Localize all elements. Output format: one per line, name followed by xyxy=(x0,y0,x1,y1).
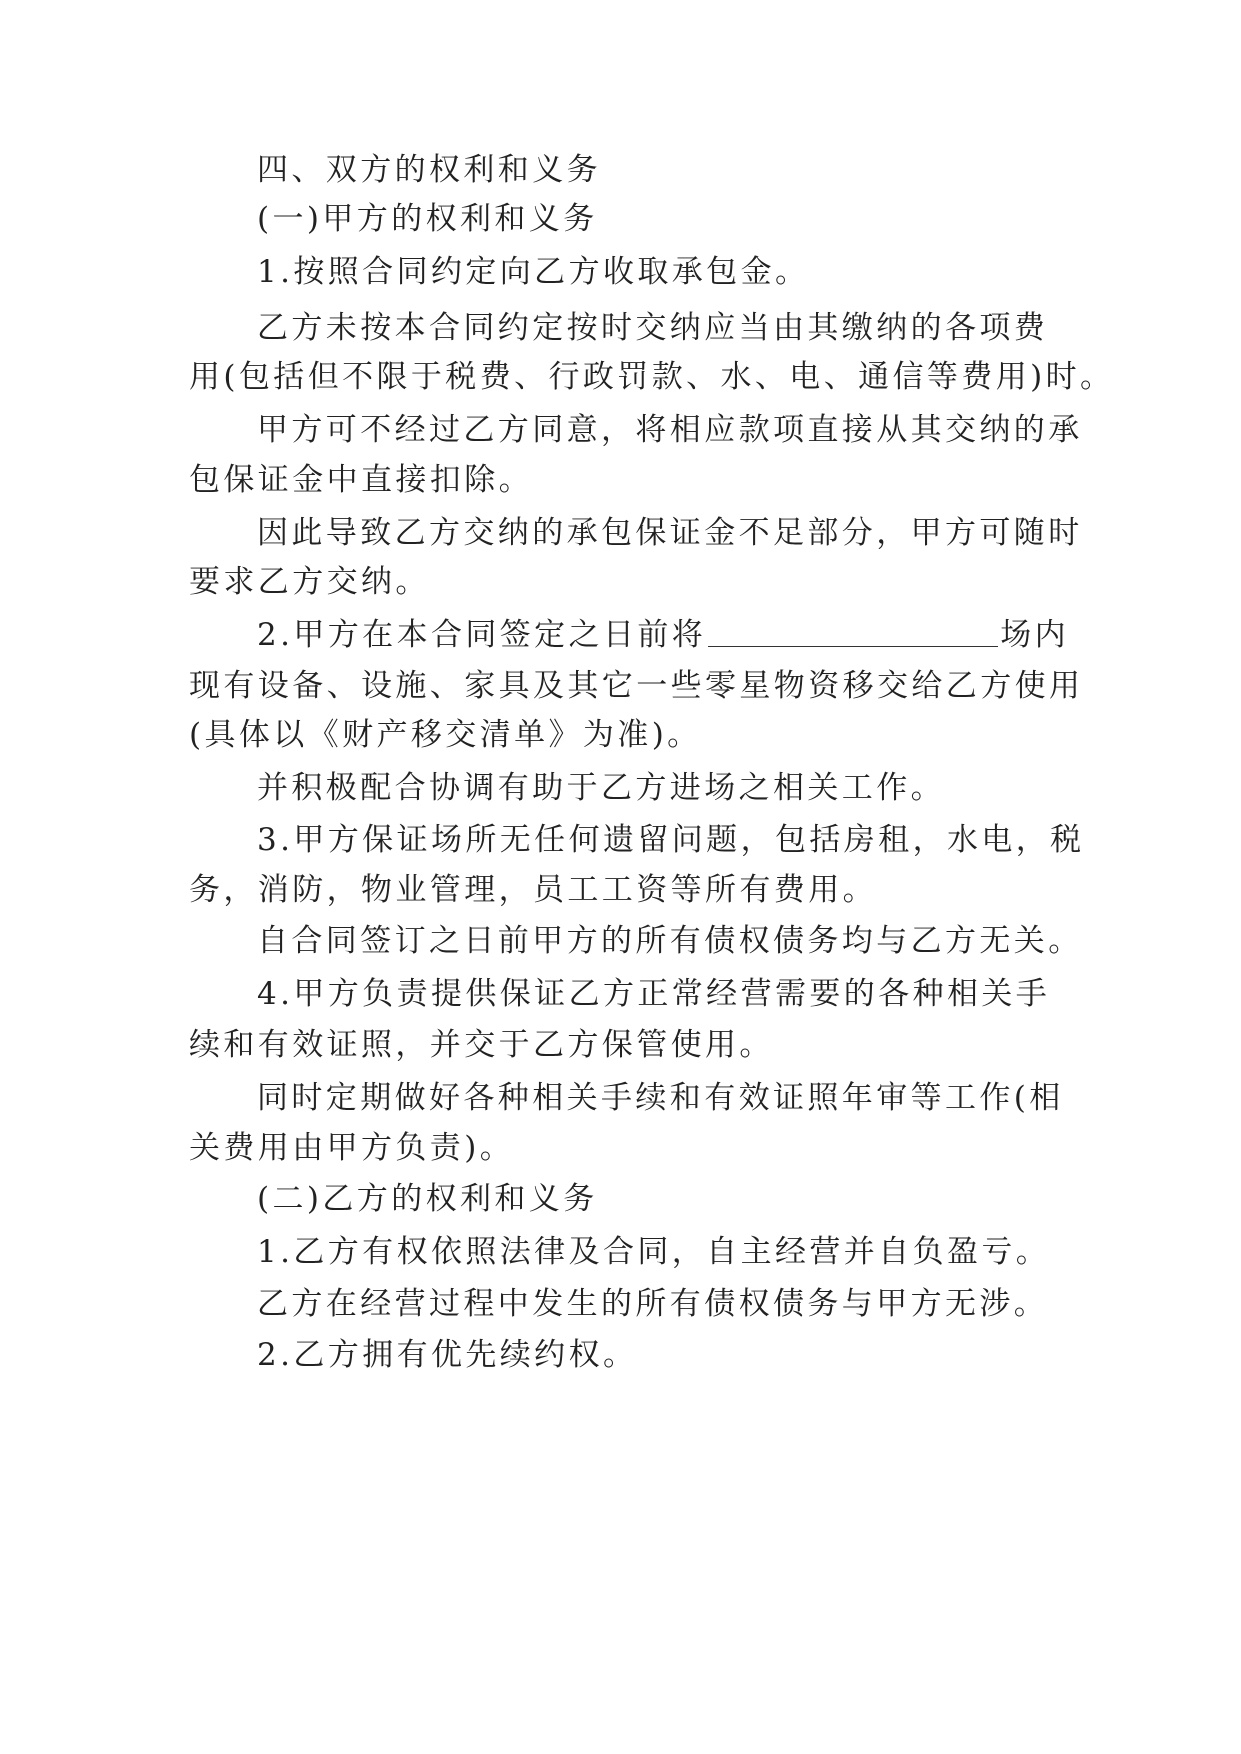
clause-a-4: 4.甲方负责提供保证乙方正常经营需要的各种相关手 xyxy=(257,976,1051,1012)
paragraph-line: 甲方可不经过乙方同意，将相应款项直接从其交纳的承 xyxy=(257,412,1083,448)
clause-a-3: 3.甲方保证场所无任何遗留问题，包括房租，水电，税 xyxy=(257,822,1085,858)
paragraph-line: 乙方未按本合同约定按时交纳应当由其缴纳的各项费 xyxy=(257,310,1049,346)
paragraph-line: 乙方在经营过程中发生的所有债权债务与甲方无涉。 xyxy=(257,1286,1049,1322)
paragraph-line: (具体以《财产移交清单》为准)。 xyxy=(189,717,702,753)
paragraph-line: 现有设备、设施、家具及其它一些零星物资移交给乙方使用 xyxy=(189,668,1084,704)
clause-b-2: 2.乙方拥有优先续约权。 xyxy=(257,1337,638,1373)
paragraph-line: 关费用由甲方负责)。 xyxy=(189,1130,515,1166)
paragraph-line: 因此导致乙方交纳的承包保证金不足部分，甲方可随时 xyxy=(257,515,1083,551)
clause-a-2 xyxy=(257,615,1069,655)
paragraph-line: 续和有效证照，并交于乙方保管使用。 xyxy=(189,1027,774,1063)
paragraph-line: 包保证金中直接扣除。 xyxy=(189,462,533,498)
paragraph-line: 用(包括但不限于税费、行政罚款、水、电、通信等费用)时。 xyxy=(189,359,1115,395)
clause-b-1: 1.乙方有权依照法律及合同，自主经营并自负盈亏。 xyxy=(257,1234,1051,1270)
paragraph-line: 并积极配合协调有助于乙方进场之相关工作。 xyxy=(257,770,945,806)
paragraph-line: 要求乙方交纳。 xyxy=(189,564,430,600)
clause-text: 场内 xyxy=(1000,617,1069,653)
clause-text: 2.甲方在本合同签定之日前将 xyxy=(257,617,707,653)
fill-in-blank xyxy=(708,616,998,647)
subsection-title-party-b: (二)乙方的权利和义务 xyxy=(257,1181,598,1217)
paragraph-line: 务，消防，物业管理，员工工资等所有费用。 xyxy=(189,872,877,908)
paragraph-line: 自合同签订之日前甲方的所有债权债务均与乙方无关。 xyxy=(257,923,1083,959)
subsection-title-party-a: (一)甲方的权利和义务 xyxy=(257,201,598,237)
section-heading: 四、双方的权利和义务 xyxy=(257,152,601,188)
clause-a-1: 1.按照合同约定向乙方收取承包金。 xyxy=(257,254,810,290)
paragraph-line: 同时定期做好各种相关手续和有效证照年审等工作(相 xyxy=(257,1080,1064,1116)
